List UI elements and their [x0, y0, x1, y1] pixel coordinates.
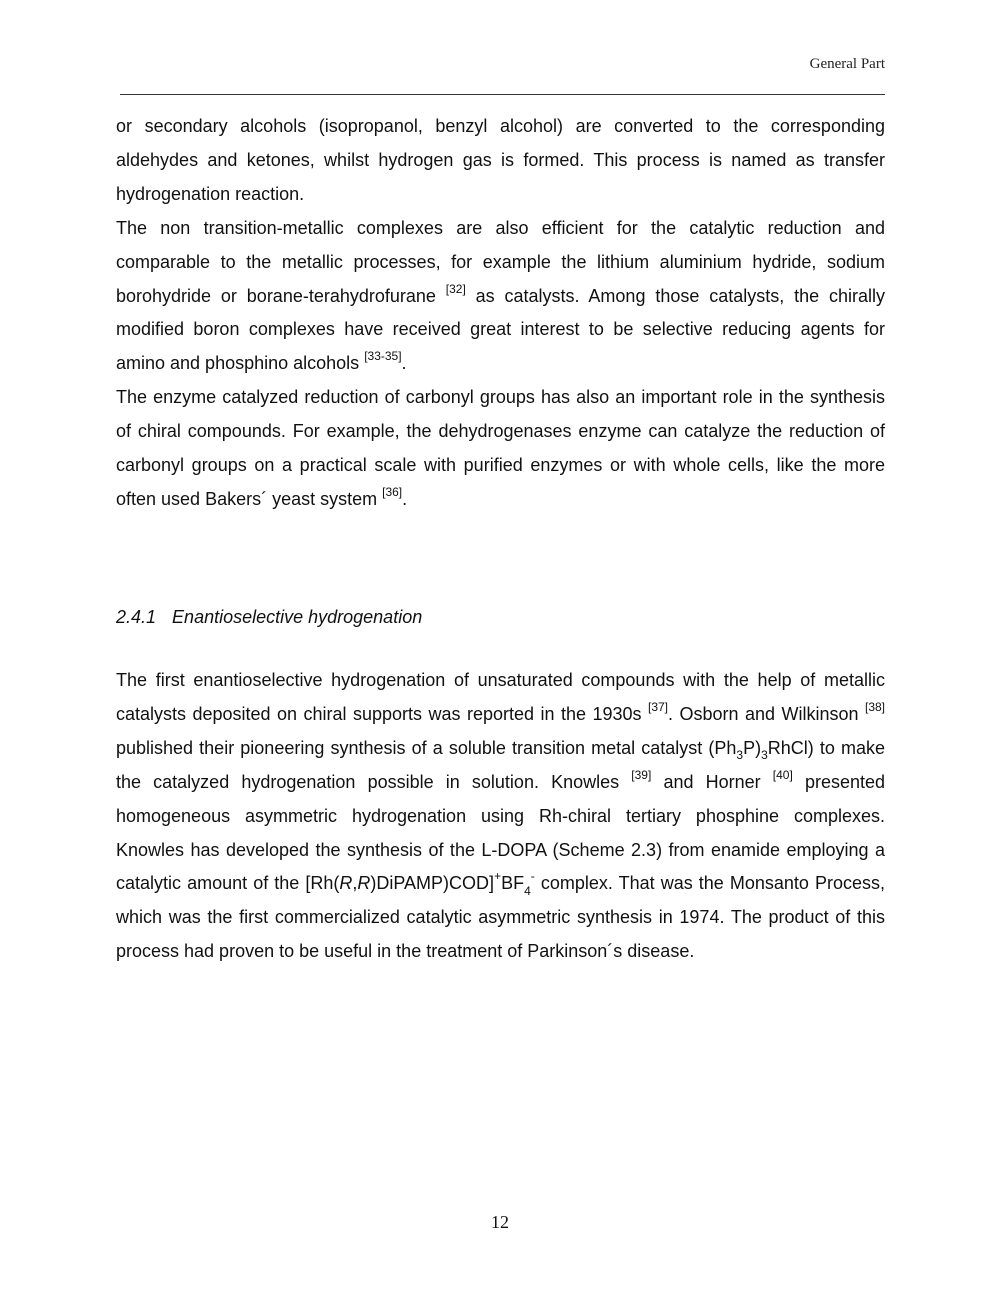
- paragraph-transfer-hydrogenation: or secondary alcohols (isopropanol, benzyl alcohol) are converted to the corresponding aldehydes and ketones, whilst hydrogen gas is formed. This process is named as transfer hydrogenation reaction.: [116, 116, 885, 204]
- text-span: .: [402, 488, 408, 509]
- body-text-block: [116, 110, 885, 517]
- header-rule: [120, 94, 885, 95]
- citation-ref: [32]: [445, 281, 466, 296]
- citation-ref: [38]: [864, 699, 885, 714]
- text-span: .: [401, 353, 407, 374]
- italic-r: R: [339, 873, 353, 894]
- subscript: 4: [524, 884, 531, 899]
- text-span: ,: [352, 873, 358, 894]
- citation-ref: [33-35]: [364, 349, 402, 364]
- paragraph-non-transition-metallic: [116, 212, 885, 382]
- citation-ref: [37]: [648, 699, 669, 714]
- citation-ref: [40]: [772, 767, 793, 782]
- text-span: The non transition-metallic complexes are also efficient for the catalytic reduction and comparable to the metallic processes, for example the lithium aluminium hydride, sodium borohydride or borane-terahydrofurane: [116, 217, 885, 306]
- section-title: Enantioselective hydrogenation: [172, 607, 423, 627]
- superscript: -: [530, 869, 535, 884]
- paragraph-enzyme-catalyzed: [116, 381, 885, 517]
- text-span: published their pioneering synthesis of a soluble transition metal catalyst (Ph: [116, 737, 737, 758]
- page-number: 12: [491, 1212, 509, 1232]
- text-span: The first enantioselective hydrogenation of unsaturated compounds with the help of metallic catalysts deposited on chiral supports was reported in the 1930s: [116, 670, 885, 724]
- text-span: and Horner: [651, 771, 773, 792]
- paragraph-enantioselective: [116, 664, 885, 969]
- text-span: The enzyme catalyzed reduction of carbonyl groups has also an important role in the synthesis of chiral compounds. For example, the dehydrogenases enzyme can catalyze the reduction of carbonyl groups on a practical scale with purified enzymes or with whole cells, like the more often used Bakers´ yeast system: [116, 387, 885, 509]
- text-span: presented homogeneous asymmetric hydrogenation using Rh-chiral tertiary phosphine complexes. Knowles has developed the synthesis of the L-DOPA (Scheme 2.3) from enamide employing a catalytic amount of the [Rh(: [116, 771, 885, 894]
- section-heading: [116, 607, 422, 628]
- body-text-block: [116, 664, 885, 969]
- text-span: complex. That was the Monsanto Process, which was the first commercialized catalytic asymmetric synthesis in 1974. The product of this process had proven to be useful in the treatment of Parkinson´s disease.: [116, 873, 886, 962]
- running-header: General Part: [809, 56, 885, 72]
- citation-ref: [39]: [631, 767, 652, 782]
- subscript: 3: [736, 748, 744, 763]
- text-span: RhCl) to make the catalyzed hydrogenation possible in solution. Knowles: [116, 737, 886, 792]
- italic-r: R: [357, 873, 371, 894]
- subscript: 3: [761, 748, 768, 763]
- text-span: . Osborn and Wilkinson: [668, 703, 865, 724]
- superscript: +: [494, 869, 502, 884]
- text-span: BF: [501, 873, 525, 894]
- text-span: as catalysts. Among those catalysts, the chirally modified boron complexes have received great interest to be selective reducing agents for amino and phosphino alcohols: [116, 285, 885, 374]
- text-span: P): [743, 737, 762, 758]
- section-number: 2.4.1: [116, 607, 157, 627]
- text-span: )DiPAMP)COD]: [370, 873, 495, 894]
- citation-ref: [36]: [382, 484, 403, 499]
